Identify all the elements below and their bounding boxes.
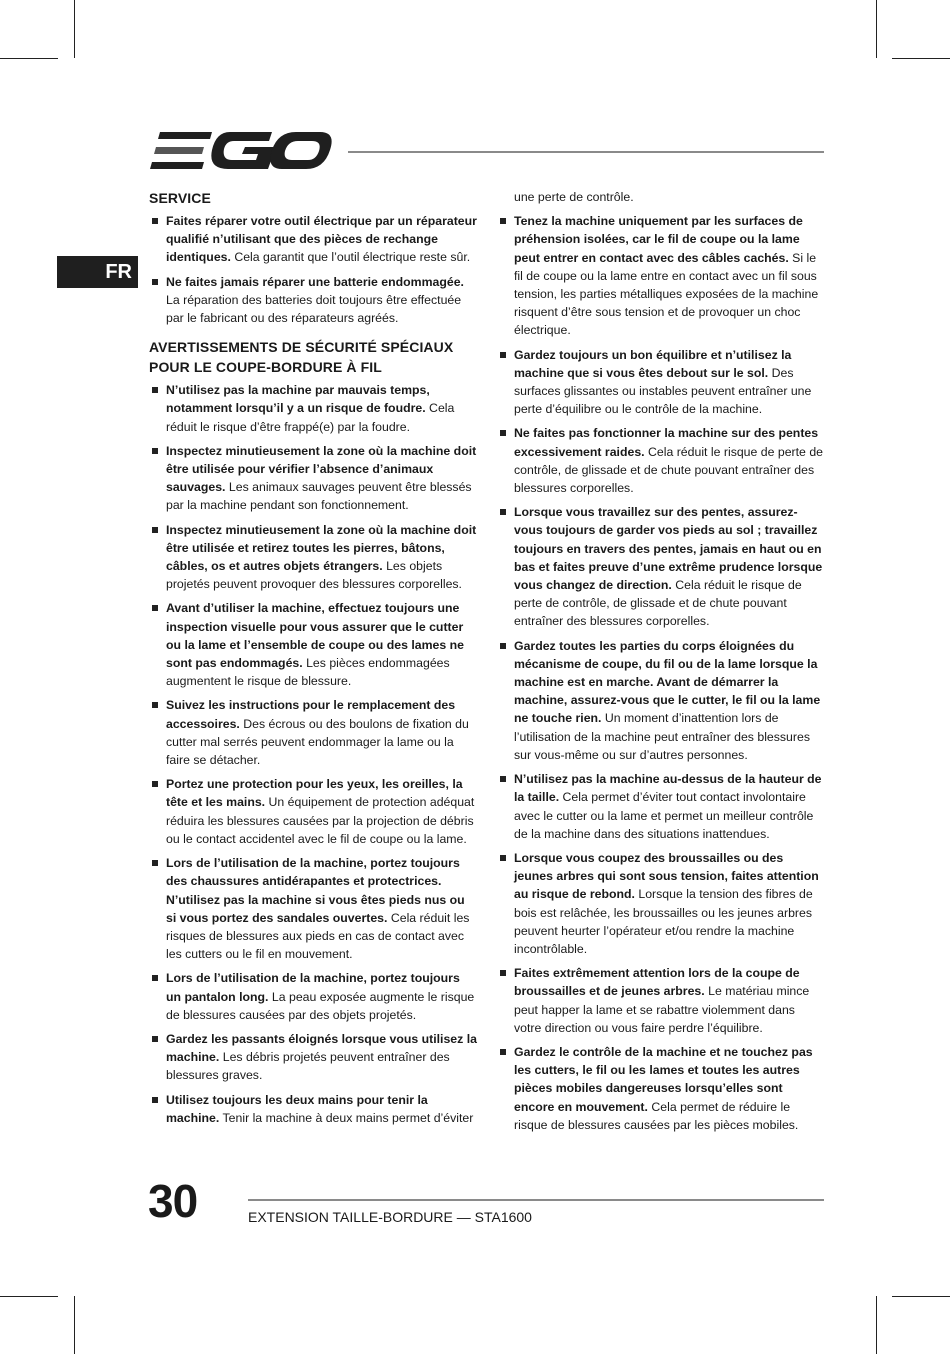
list-item: Gardez les passants éloignés lorsque vous utilisez la machine. Les débris projetés peuvent entraîner des blessures graves.	[149, 1030, 477, 1085]
list-item: Gardez toujours un bon équilibre et n’utilisez la machine que si vous êtes debout sur le sol. Des surfaces glissantes ou instables peuvent entraîner une perte d’équilibre ou le contrôle de la machine.	[497, 346, 825, 419]
crop-mark	[876, 1296, 877, 1354]
list-item: Ne faites jamais réparer une batterie endommagée. La réparation des batteries doit toujours être effectuée par le fabricant ou des réparateurs agréés.	[149, 273, 477, 328]
list-item: Gardez le contrôle de la machine et ne touchez pas les cutters, le fil ou les lames et toutes les autres pièces mobiles dangereuses lorsqu’elles sont encore en mouvement. Cela permet de réduire le risque de blessures causées par les pièces mobiles.	[497, 1043, 825, 1134]
list-item: Utilisez toujours les deux mains pour tenir la machine. Tenir la machine à deux mains permet d’éviter	[149, 1091, 477, 1127]
crop-mark	[876, 0, 877, 58]
list-item: N’utilisez pas la machine par mauvais temps, notamment lorsqu’il y a un risque de foudre. Cela réduit le risque d’être frappé(e) par la foudre.	[149, 381, 477, 436]
section-special-warnings	[149, 337, 477, 1127]
list-item: Inspectez minutieusement la zone où la machine doit être utilisée pour vérifier l’absence d’animaux sauvages. Les animaux sauvages peuvent être blessés par la machine pendant son fonctionnement.	[149, 442, 477, 515]
list-item: Ne faites pas fonctionner la machine sur des pentes excessivement raides. Cela réduit le risque de perte de contrôle, de glissade et de chute pouvant entraîner des blessures corporelles.	[497, 424, 825, 497]
section-heading: AVERTISSEMENTS DE SÉCURITÉ SPÉCIAUX POUR LE COUPE-BORDURE À FIL	[149, 339, 454, 376]
crop-mark	[892, 58, 950, 59]
footer-title: EXTENSION TAILLE-BORDURE — STA1600	[248, 1209, 532, 1225]
list-item: Lorsque vous travaillez sur des pentes, assurez-vous toujours de garder vos pieds au sol ; travaillez toujours en travers des pentes, jamais en haut ou en bas et faites preuve d’une extrême prudence lorsque vous changez de direction. Cela réduit le risque de perte de contrôle, de glissade et de chute pouvant entraîner des blessures corporelles.	[497, 503, 825, 630]
continued-text: une perte de contrôle.	[514, 190, 634, 204]
list-item: Lorsque vous coupez des broussailles ou des jeunes arbres qui sont sous tension, faites attention au risque de rebond. Lorsque la tension des fibres de bois est relâchée, les broussailles ou les jeunes arbres peuvent heurter l’opérateur et/ou rendre la machine incontrôlable.	[497, 849, 825, 958]
header-rule	[348, 151, 824, 153]
right-column	[497, 188, 825, 1140]
language-tab: FR	[57, 256, 138, 288]
footer-rule	[248, 1199, 824, 1201]
crop-mark	[0, 58, 58, 59]
page-number: 30	[148, 1175, 198, 1227]
list-item: Faites réparer votre outil électrique par un réparateur qualifié n’utilisant que des pièces de rechange identiques. Cela garantit que l’outil électrique reste sûr.	[149, 212, 477, 267]
list-item: Avant d’utiliser la machine, effectuez toujours une inspection visuelle pour vous assurer que le cutter ou la lame et l’ensemble de coupe ou des lames ne sont pas endommagés. Les pièces endommagées augmentent le risque de blessure.	[149, 599, 477, 690]
list-item: Suivez les instructions pour le remplacement des accessoires. Des écrous ou des boulons de fixation du cutter mal serrés peuvent endommager la lame ou la faire se détacher.	[149, 696, 477, 769]
list-item: Portez une protection pour les yeux, les oreilles, la tête et les mains. Un équipement de protection adéquat réduira les blessures causées par la projection de débris ou le contact accidentel avec le fil de coupe ou la lame.	[149, 775, 477, 848]
list-item: Lors de l’utilisation de la machine, portez toujours des chaussures antidérapantes et protectrices. N’utilisez pas la machine si vous êtes pieds nus ou si vous portez des sandales ouvertes. Cela réduit les risques de blessures aux pieds en cas de contact avec les cutters ou le fil en mouvement.	[149, 854, 477, 963]
crop-mark	[74, 0, 75, 58]
crop-mark	[892, 1296, 950, 1297]
list-item: Inspectez minutieusement la zone où la machine doit être utilisée et retirez toutes les pierres, bâtons, câbles, os et autres objets étrangers. Les objets projetés peuvent provoquer des blessures corporelles.	[149, 521, 477, 594]
list-item: Lors de l’utilisation de la machine, portez toujours un pantalon long. La peau exposée augmente le risque de blessures causées par des objets projetés.	[149, 969, 477, 1024]
crop-mark	[74, 1296, 75, 1354]
list-item: Faites extrêmement attention lors de la coupe de broussailles et de jeunes arbres. Le matériau mince peut happer la lame et se rabattre violemment dans votre direction ou vous faire perdre l’équilibre.	[497, 964, 825, 1037]
list-item: Tenez la machine uniquement par les surfaces de préhension isolées, car le fil de coupe ou la lame peut entrer en contact avec des câbles cachés. Si le fil de coupe ou la lame entre en contact avec un fil sous tension, les parties métalliques exposées de la machine risquent d’être sous tension et de provoquer un choc électrique.	[497, 212, 825, 339]
section-service	[149, 188, 477, 327]
section-heading: SERVICE	[149, 190, 211, 206]
list-item: Gardez toutes les parties du corps éloignées du mécanisme de coupe, du fil ou de la lame lorsque la machine est en marche. Avant de démarrer la machine, assurez-vous que le cutter, le fil ou la lame ne touche rien. Un moment d’inattention lors de l’utilisation de la machine peut entraîner des blessures sur vous-même ou sur d’autres personnes.	[497, 637, 825, 764]
list-item: N’utilisez pas la machine au-dessus de la hauteur de la taille. Cela permet d’éviter tout contact involontaire avec le cutter ou la lame et permet un meilleur contrôle de la machine dans des situations inattendues.	[497, 770, 825, 843]
ego-logo	[150, 130, 332, 172]
crop-mark	[0, 1296, 58, 1297]
left-column	[149, 188, 477, 1137]
